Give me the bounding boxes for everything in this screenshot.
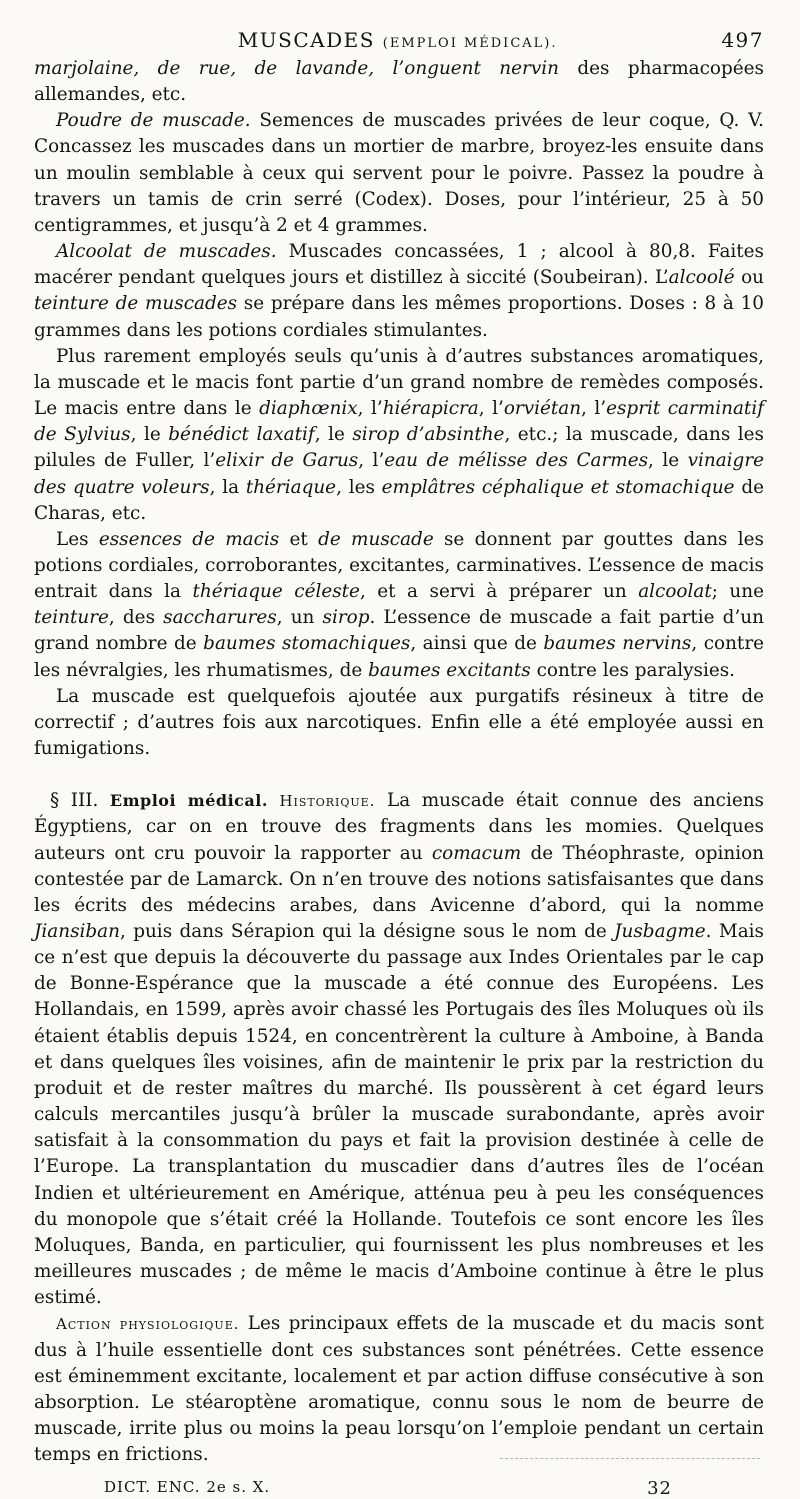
text-italic: alcoolé — [668, 267, 735, 289]
text-italic: eau de mélisse des Carmes — [384, 450, 649, 472]
text: , le — [314, 424, 353, 446]
text: , puis dans Sérapion qui la désigne sous le nom de — [119, 921, 615, 942]
text: , les — [336, 476, 382, 498]
subsection-title: Action physiologique. — [56, 1315, 240, 1334]
text: Plus rarement employés seuls qu’unis à d’autres substances aromatiques, la muscade et le macis font partie d’un grand nombre de remèdes composés. Le macis entre dans le — [34, 345, 764, 420]
section-title: Emploi médical. — [109, 791, 268, 811]
text-italic: baumes stomachiques — [203, 633, 411, 655]
text: et — [279, 528, 319, 550]
page-footer — [34, 1478, 764, 1499]
text: se prépare dans les mêmes proportions. Doses : 8 à 10 grammes dans les potions cordiales stimulantes. — [34, 293, 764, 341]
section-number: § III. — [50, 790, 110, 812]
text: , le — [130, 424, 169, 446]
text-italic: sirop d’absinthe — [352, 424, 505, 446]
text: , le — [648, 450, 688, 472]
text-italic: thériaque céleste — [192, 581, 360, 603]
text: Les principaux effets de la muscade et du macis sont dus à l’huile essentielle dont ces substances sont pénétrées. Cette essence est éminemment excitante, localement et par action diffuse consécutive à son absorption. Le stéaroptène aromatique, connu sous le nom de beurre de muscade, irrite plus ou moins la peau lorsqu’on l’emploie pendant un certain temps en frictions. — [34, 1313, 764, 1466]
text-italic: bénédict laxatif — [168, 424, 315, 446]
footer-volume: DICT. ENC. 2e s. X. — [104, 1478, 271, 1497]
text-italic: Jusbagme — [614, 921, 706, 942]
text: , l’ — [357, 398, 383, 420]
text: Muscades concassées, 1 ; alcool à 80,8. Faites macérer pendant quelques jours et distillez à siccité (Soubeiran). L’ — [34, 241, 764, 289]
text-italic: diaphœnix — [259, 398, 358, 420]
text-italic: saccharures — [163, 607, 277, 629]
text-italic: essences de macis — [98, 528, 280, 550]
text: . Mais ce n’est que depuis la découverte du passage aux Indes Orientales par le cap de Bonne-Espérance que la muscade a été connue des Européens. Les Hollandais, en 1599, après avoir chassé les Portugais des îles Moluques où ils étaient établis depuis 1524, en concentrèrent la culture à Amboine, à Banda et dans quelques îles voisines, afin de maintenir le prix par la restriction du produit et de rester maîtres du marché. Ils poussèrent à cet égard leurs calculs mercantiles jusqu’à brûler la muscade surabondante, après avoir satisfait à la consommation du pays et fait la provision destinée à celle de l’Europe. La transplantation du muscadier dans d’autres îles de l’océan Indien et ultérieurement en Amérique, atténua peu à peu les conséquences du monopole que s’était créé la Hollande. Toutefois ce sont encore les îles Moluques, Banda, en particulier, qui fournissent les plus nombreuses et les meilleures muscades ; de même le macis d’Amboine continue à être le plus estimé. — [34, 921, 764, 1309]
paragraph-continuation — [34, 56, 764, 108]
text: contre les paralysies. — [530, 659, 736, 681]
text-italic: marjolaine, de rue, de lavande, l’onguent nervin — [34, 58, 559, 79]
text-italic: de muscade — [318, 528, 434, 550]
text-italic: hiérapicra — [382, 398, 479, 420]
text: ou — [734, 267, 764, 289]
text: , l’ — [581, 398, 607, 420]
text-italic: emplâtres céphalique et stomachique — [381, 476, 735, 498]
text: , des — [108, 607, 164, 629]
running-head-title — [34, 28, 721, 52]
text: , l’ — [478, 398, 504, 420]
text-italic: orviétan — [503, 398, 582, 420]
text: La muscade était connue des anciens Égyptiens, car on en trouve des fragments dans les momies. Quelques auteurs ont cru pouvoir la rapporter au — [34, 790, 764, 864]
subsection-title: Historique. — [279, 792, 376, 811]
text: , etc.; la muscade, dans les pilules de Fuller, l’ — [34, 424, 764, 472]
text: , ainsi que de — [410, 633, 544, 655]
paragraph-poudre-de-muscade — [34, 108, 764, 239]
text-italic: comacum — [431, 842, 522, 864]
text: La muscade est quelquefois ajoutée aux purgatifs résineux à titre de correctif ; d’autres fois aux narcotiques. Enfin elle a été employée aussi en fumigations. — [34, 685, 764, 760]
running-head — [34, 28, 764, 52]
heading-italic: Alcoolat de muscades. — [56, 241, 277, 263]
text — [268, 790, 280, 811]
text-italic: baumes nervins — [543, 633, 692, 655]
text-italic: teinture — [34, 607, 109, 629]
text-italic: sirop — [322, 607, 370, 629]
paragraph-remedes-composes — [34, 344, 764, 527]
running-head-title-main: MUSCADES — [237, 28, 375, 52]
text: des pharmacopées allemandes, etc. — [34, 58, 764, 106]
text-italic: alcoolat — [638, 581, 712, 603]
text-italic: thériaque — [245, 476, 337, 498]
text: , et a servi à préparer un — [359, 581, 639, 603]
paragraph-essences — [34, 527, 764, 684]
text-italic: teinture de muscades — [34, 293, 238, 315]
text: ; une — [711, 581, 764, 603]
text: se donnent par gouttes dans les potions cordiales, corroborantes, excitantes, carminatives. L’essence de macis entrait dans la — [34, 528, 764, 603]
text: , un — [276, 607, 323, 629]
footer-signature: 32 — [647, 1478, 672, 1499]
text: Les — [56, 528, 99, 550]
text: de Charas, etc. — [34, 476, 764, 524]
text-italic: esprit carminatif de Sylvius — [34, 398, 765, 446]
book-page — [34, 28, 764, 1499]
page-number: 497 — [721, 28, 764, 52]
text: , la — [209, 476, 246, 498]
text: . L’essence de muscade a fait partie d’un grand nombre de — [34, 607, 764, 655]
text-italic: Jiansiban — [34, 921, 120, 942]
paragraph-action-physiologique — [34, 1311, 764, 1468]
heading-italic: Poudre de muscade. — [56, 110, 251, 132]
text: Semences de muscades privées de leur coque, Q. V. Concassez les muscades dans un mortier de marbre, broyez-les ensuite dans un moulin semblable à ceux qui servent pour le poivre. Passez la poudre à travers un tamis de crin serré (Codex). Doses, pour l’intérieur, 25 à 50 centigrammes, et jusqu’à 2 et 4 grammes. — [34, 110, 765, 236]
text-italic: vinaigre des quatre voleurs — [34, 450, 764, 498]
text: , l’ — [358, 450, 385, 472]
text: de Théophraste, opinion contestée par de Lamarck. On n’en trouve des notions satisfaisantes que dans les écrits des médecins arabes, dans Avicenne d’abord, qui la nomme — [34, 842, 765, 916]
text-italic: elixir de Garus — [215, 450, 359, 472]
paragraph-alcoolat-de-muscades — [34, 239, 764, 344]
paragraph-purgatifs — [34, 684, 764, 762]
text: , contre les névralgies, les rhumatismes, de — [34, 633, 764, 681]
text-italic: baumes excitants — [368, 659, 531, 681]
running-head-title-sub: (EMPLOI MÉDICAL). — [382, 36, 558, 51]
paragraph-section-iii — [34, 788, 764, 1311]
scan-specks — [500, 1458, 760, 1463]
